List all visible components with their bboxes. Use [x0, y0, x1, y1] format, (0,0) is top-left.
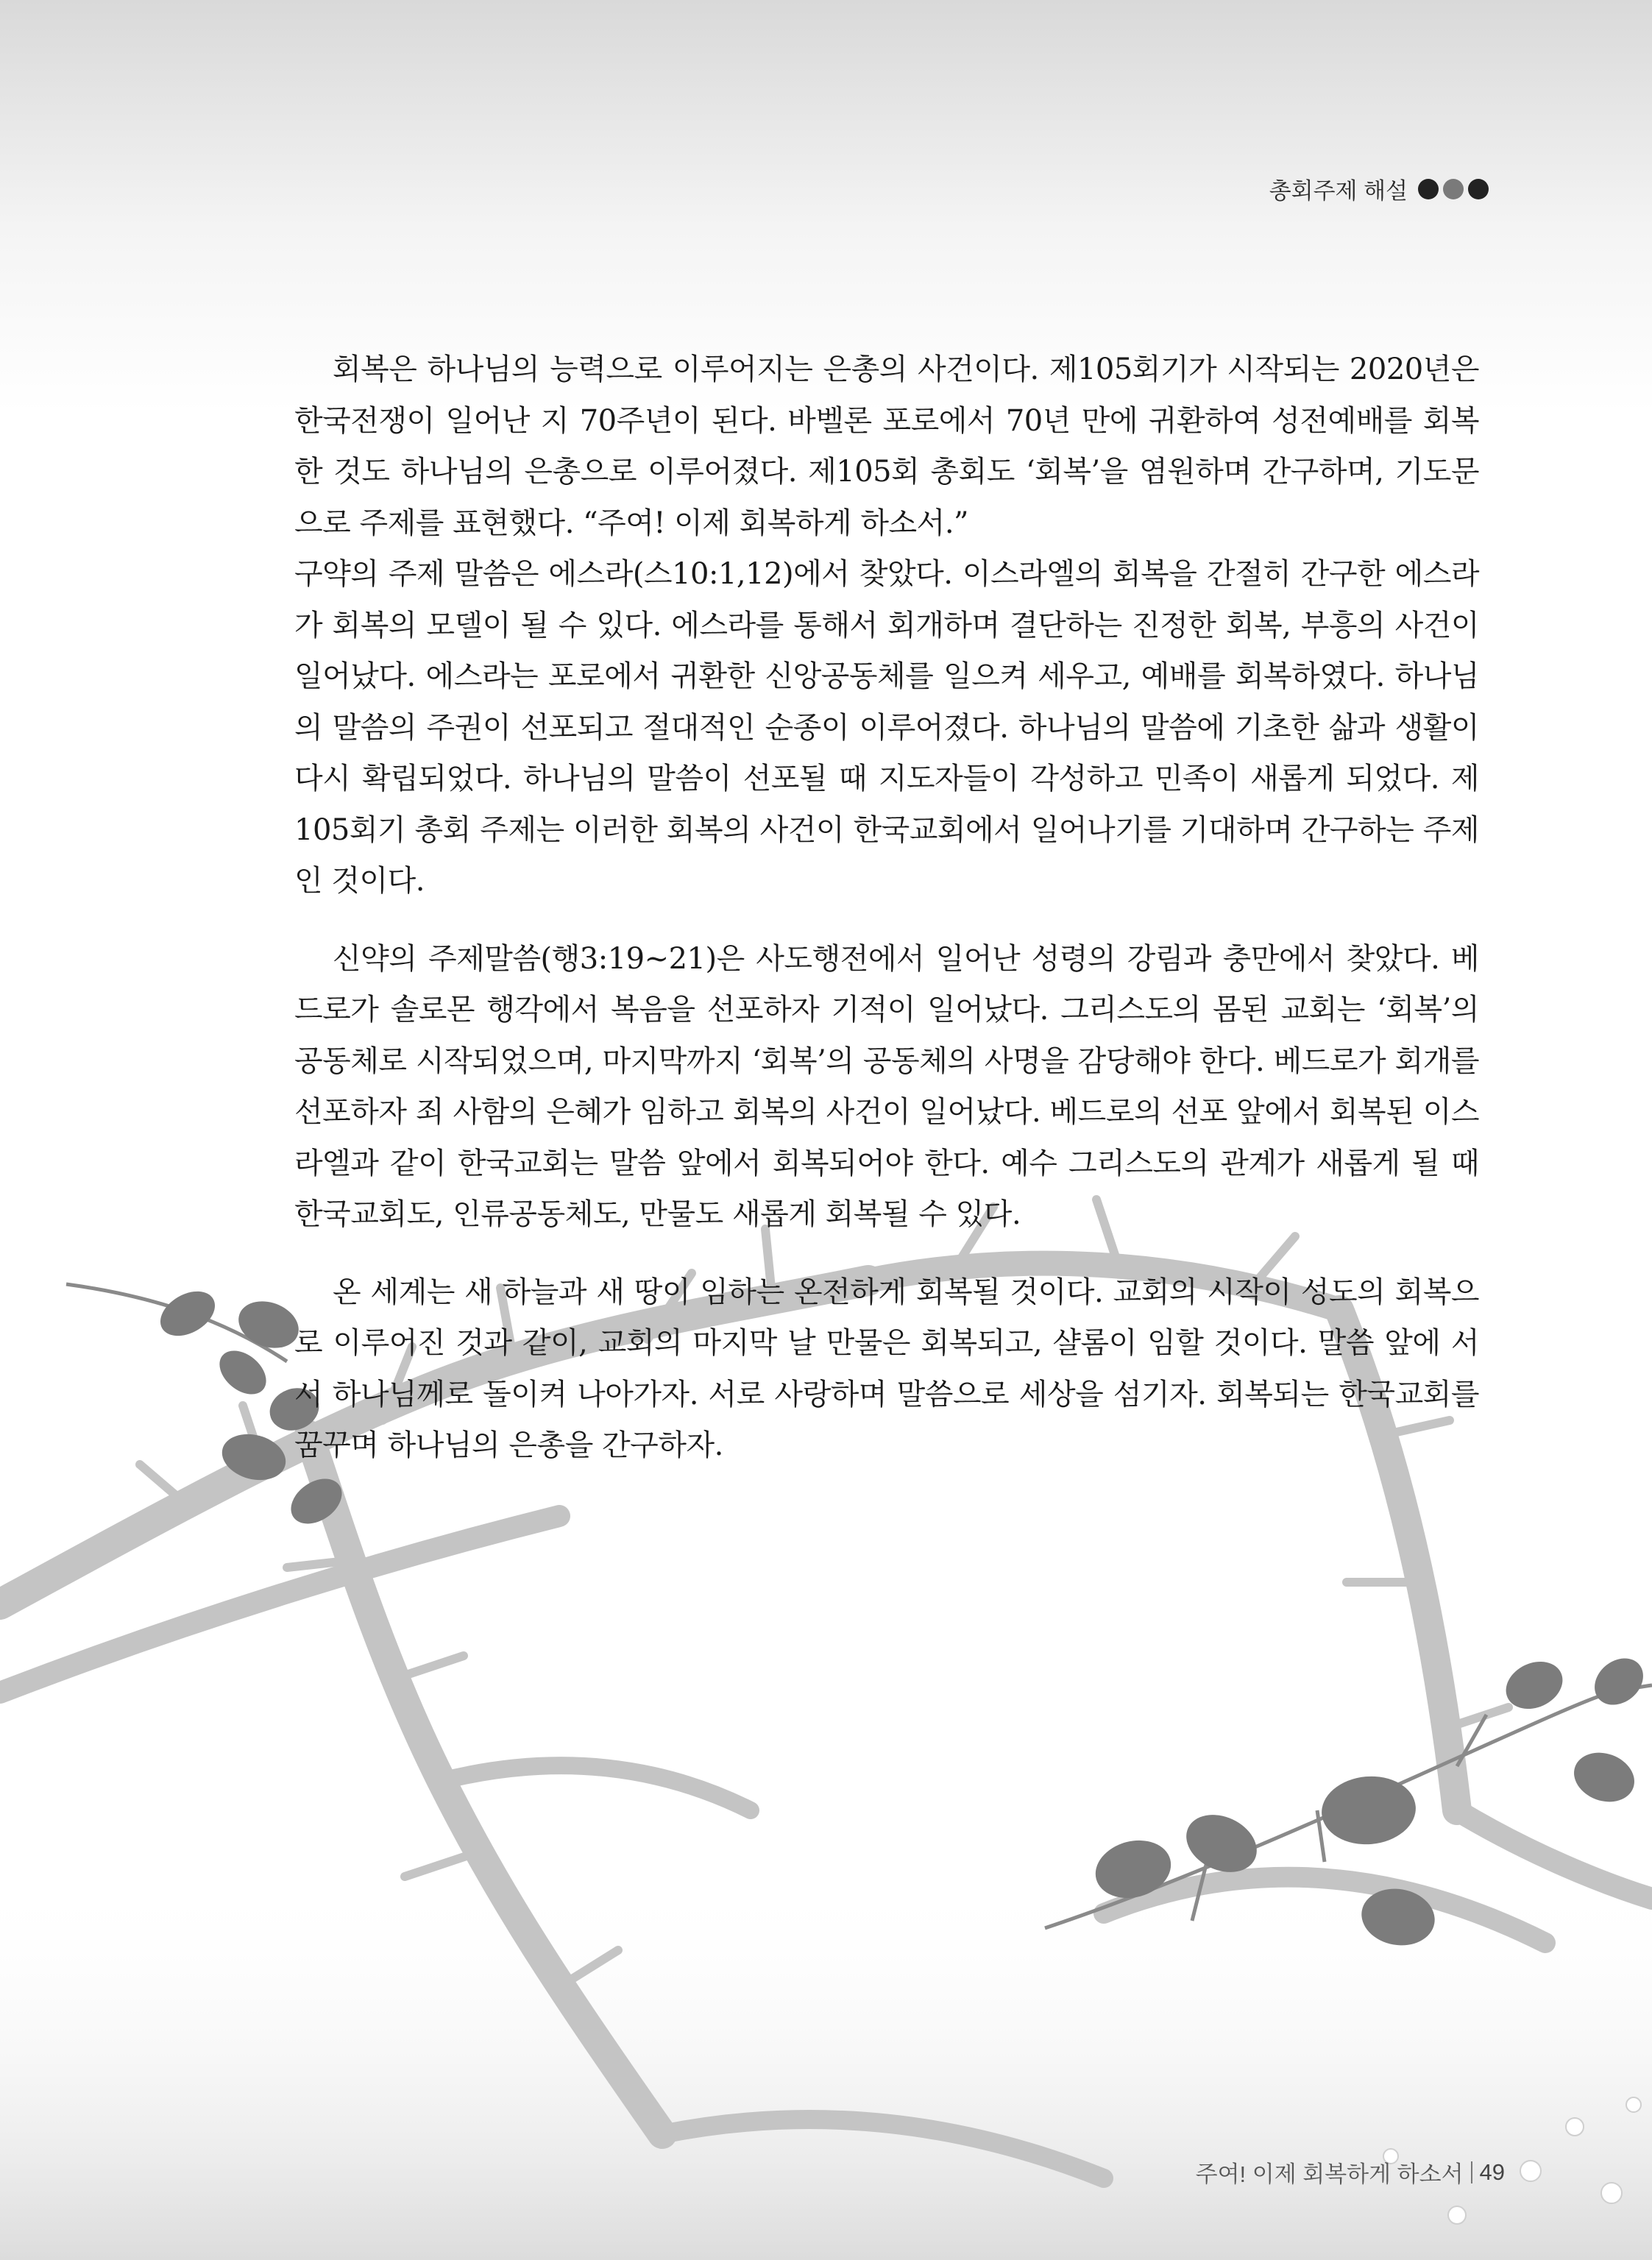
- header-dot-icon: [1418, 179, 1439, 199]
- paragraph-intro: 회복은 하나님의 능력으로 이루어지는 은총의 사건이다. 제105회기가 시작되는 2020년은 한국전쟁이 일어난 지 70주년이 된다. 바벨론 포로에서 70년 만에 귀환하여 성전예배를 회복한 것도 하나님의 은총으로 이루어졌다. 제105회 총회도 ‘회복’을 염원하며 간구하며, 기도문으로 주제를 표현했다. “주여! 이제 회복하게 하소서.”: [294, 353, 1479, 540]
- section-header: [1269, 172, 1489, 205]
- article-body: [294, 344, 1479, 1472]
- page-footer: [1196, 2155, 1505, 2189]
- paragraph-conclusion: 온 세계는 새 하늘과 새 땅이 임하는 온전하게 회복될 것이다. 교회의 시작이 성도의 회복으로 이루어진 것과 같이, 교회의 마지막 날 만물은 회복되고, 샬롬이 임할 것이다. 말씀 앞에 서서 하나님께로 돌이켜 나아가자. 서로 사랑하며 말씀으로 세상을 섬기자. 회복되는 한국교회를 꿈꾸며 하나님의 은총을 간구하자.: [294, 1275, 1479, 1462]
- header-dots: [1418, 179, 1489, 199]
- footer-book-title: 주여! 이제 회복하게 하소서: [1195, 2161, 1464, 2187]
- header-dot-icon: [1468, 179, 1489, 199]
- header-dot-icon: [1443, 179, 1464, 199]
- paragraph-new-testament: 신약의 주제말씀(행3:19~21)은 사도행전에서 일어난 성령의 강림과 충만에서 찾았다. 베드로가 솔로몬 행각에서 복음을 선포하자 기적이 일어났다. 그리스도의 몸된 교회는 ‘회복’의 공동체로 시작되었으며, 마지막까지 ‘회복’의 공동체의 사명을 감당해야 한다. 베드로가 회개를 선포하자 죄 사함의 은혜가 임하고 회복의 사건이 일어났다. 베드로의 선포 앞에서 회복된 이스라엘과 같이 한국교회는 말씀 앞에서 회복되어야 한다. 예수 그리스도의 관계가 새롭게 될 때 한국교회도, 인류공동체도, 만물도 새롭게 회복될 수 있다.: [294, 941, 1479, 1231]
- footer-divider: [1471, 2161, 1472, 2183]
- section-title: 총회주제 해설: [1269, 178, 1408, 204]
- paragraph-old-testament: 구약의 주제 말씀은 에스라(스10:1,12)에서 찾았다. 이스라엘의 회복을 간절히 간구한 에스라가 회복의 모델이 될 수 있다. 에스라를 통해서 회개하며 결단하는 진정한 회복, 부흥의 사건이 일어났다. 에스라는 포로에서 귀환한 신앙공동체를 일으켜 세우고, 예배를 회복하였다. 하나님의 말씀의 주권이 선포되고 절대적인 순종이 이루어졌다. 하나님의 말씀에 기초한 삶과 생활이 다시 확립되었다. 하나님의 말씀이 선포될 때 지도자들이 각성하고 민족이 새롭게 되었다. 제105회기 총회 주제는 이러한 회복의 사건이 한국교회에서 일어나기를 기대하며 간구하는 주제인 것이다.: [294, 557, 1479, 898]
- page-number: 49: [1479, 2158, 1505, 2185]
